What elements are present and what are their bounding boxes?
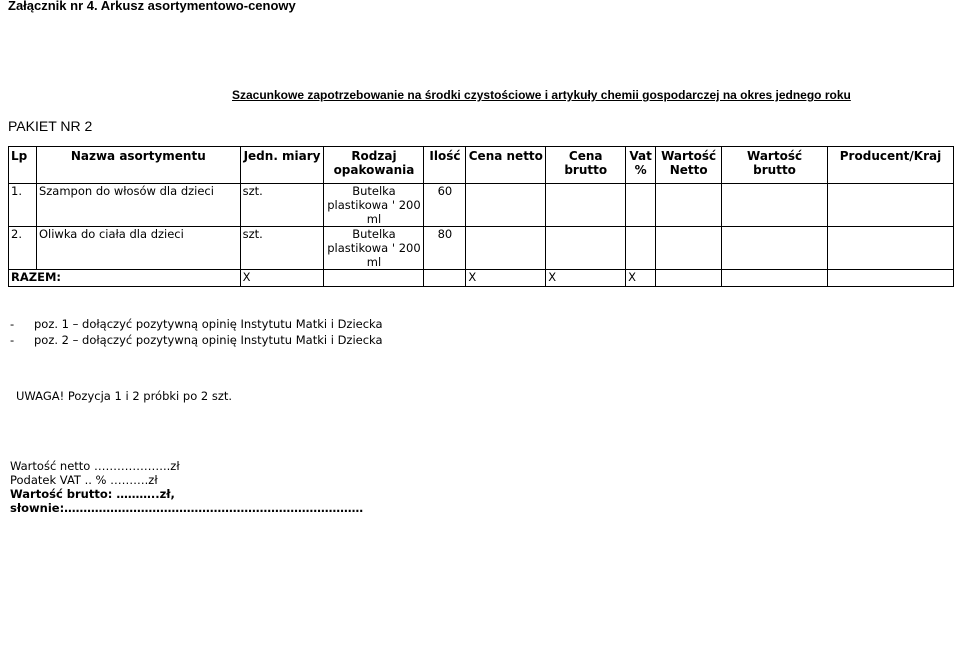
cell-name: Oliwka do ciała dla dzieci	[36, 227, 240, 270]
cell-unit: szt.	[240, 184, 324, 227]
note-item	[10, 332, 383, 348]
col-header-lp: Lp	[9, 147, 37, 184]
table-header-row	[9, 147, 954, 184]
col-header-producer: Producent/Kraj	[827, 147, 953, 184]
note-text: poz. 1 – dołączyć pozytywną opinię Instytutu Matki i Dziecka	[34, 317, 383, 331]
summary-vat: Podatek VAT .. % ……….zł	[10, 473, 158, 487]
sum-x-unit: X	[240, 270, 324, 287]
cell-qty: 60	[424, 184, 466, 227]
summary-in-words: słownie:……………………………………………………………………	[10, 501, 364, 515]
cell-producer[interactable]	[827, 184, 953, 227]
summary-net: Wartość netto ………………..zł	[10, 459, 180, 473]
cell-pack: Butelka plastikowa ' 200 ml	[324, 184, 424, 227]
cell-vat[interactable]	[626, 227, 656, 270]
sum-x-gross-price: X	[546, 270, 626, 287]
assortment-table	[8, 146, 954, 287]
page-title: Załącznik nr 4. Arkusz asortymentowo-cenowy	[8, 0, 296, 13]
table-sum-row	[9, 270, 954, 287]
cell-net-value[interactable]	[656, 184, 722, 227]
warning-note: UWAGA! Pozycja 1 i 2 próbki po 2 szt.	[16, 389, 233, 403]
cell-unit: szt.	[240, 227, 324, 270]
cell-name: Szampon do włosów dla dzieci	[36, 184, 240, 227]
note-text: poz. 2 – dołączyć pozytywną opinię Instytutu Matki i Dziecka	[34, 333, 383, 347]
sum-net-value[interactable]	[656, 270, 722, 287]
subtitle: Szacunkowe zapotrzebowanie na środki czystościowe i artykuły chemii gospodarczej na okres jednego roku	[232, 88, 851, 102]
col-header-net-value: Wartość Netto	[656, 147, 722, 184]
col-header-gross-value: Wartość brutto	[722, 147, 828, 184]
cell-gross-price[interactable]	[546, 227, 626, 270]
cell-gross-price[interactable]	[546, 184, 626, 227]
note-dash: -	[10, 317, 15, 331]
cell-qty: 80	[424, 227, 466, 270]
table-row	[9, 184, 954, 227]
cell-pack: Butelka plastikowa ' 200 ml	[324, 227, 424, 270]
sum-label: RAZEM:	[9, 270, 241, 287]
cell-lp: 1.	[9, 184, 37, 227]
sum-x-vat: X	[626, 270, 656, 287]
note-dash: -	[10, 333, 15, 347]
cell-gross-value[interactable]	[722, 184, 828, 227]
summary-block	[10, 459, 363, 515]
table-row	[9, 227, 954, 270]
col-header-pack: Rodzaj opakowania	[324, 147, 424, 184]
cell-net-value[interactable]	[656, 227, 722, 270]
sum-x-net-price: X	[466, 270, 546, 287]
package-label: PAKIET NR 2	[8, 118, 93, 134]
col-header-gross-price: Cena brutto	[546, 147, 626, 184]
cell-vat[interactable]	[626, 184, 656, 227]
sum-gross-value[interactable]	[722, 270, 828, 287]
col-header-net-price: Cena netto	[466, 147, 546, 184]
sum-empty-pack	[324, 270, 424, 287]
sum-empty-qty	[424, 270, 466, 287]
cell-producer[interactable]	[827, 227, 953, 270]
col-header-qty: Ilość	[424, 147, 466, 184]
cell-gross-value[interactable]	[722, 227, 828, 270]
sum-producer	[827, 270, 953, 287]
note-item	[10, 316, 383, 332]
col-header-name: Nazwa asortymentu	[36, 147, 240, 184]
summary-gross: Wartość brutto: ………..zł,	[10, 487, 175, 501]
cell-lp: 2.	[9, 227, 37, 270]
notes-list	[10, 316, 383, 348]
col-header-vat: Vat %	[626, 147, 656, 184]
cell-net-price[interactable]	[466, 184, 546, 227]
col-header-unit: Jedn. miary	[240, 147, 324, 184]
cell-net-price[interactable]	[466, 227, 546, 270]
